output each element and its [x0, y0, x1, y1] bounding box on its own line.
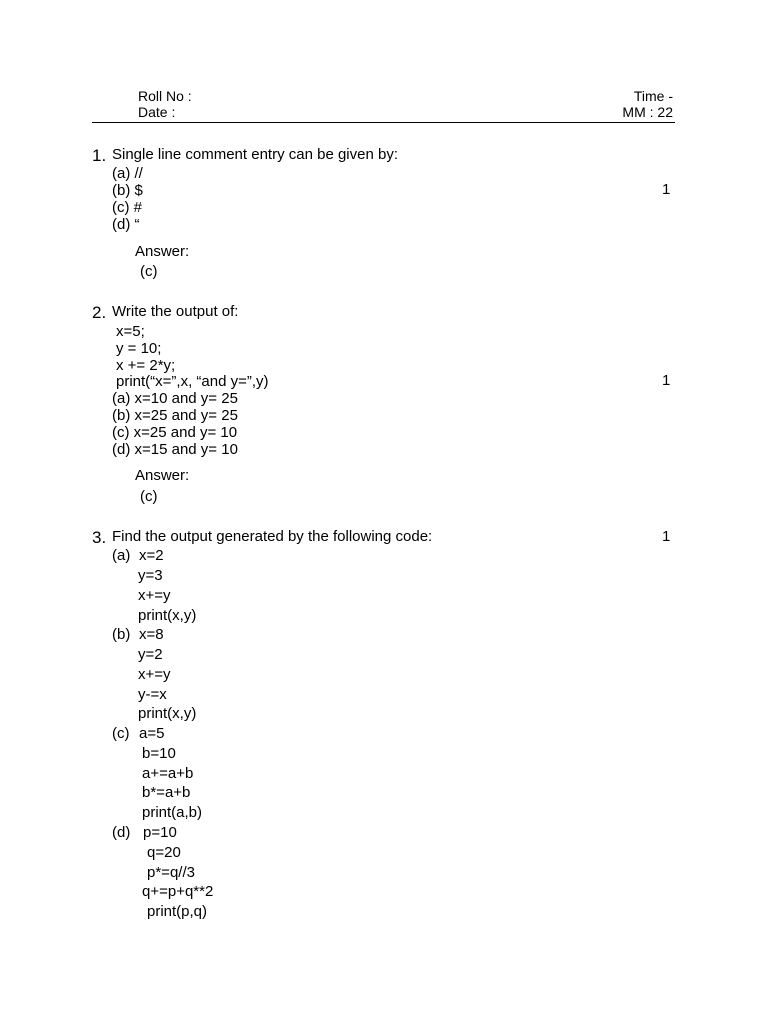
- option: (c) #: [112, 199, 142, 216]
- code-line: y-=x: [138, 686, 167, 703]
- code-line: q+=p+q**2: [142, 883, 214, 900]
- code-line: print(“x=”,x, “and y=”,y): [116, 373, 269, 390]
- option: (c) x=25 and y= 10: [112, 424, 238, 441]
- code-line: print(a,b): [142, 804, 203, 821]
- header-divider: [92, 122, 675, 123]
- code-line: a=5: [139, 725, 165, 742]
- time-label: Time -: [633, 88, 673, 104]
- max-marks-label: MM : 22: [622, 104, 673, 120]
- code-line: x+=y: [138, 666, 171, 683]
- option: (d) x=15 and y= 10: [112, 441, 238, 458]
- code-line: x=2: [139, 547, 164, 564]
- code-line: q=20: [147, 844, 181, 861]
- answer-value: (c): [140, 488, 158, 505]
- code-line: y=3: [138, 567, 163, 584]
- date-label: Date :: [138, 104, 176, 120]
- code-line: b=10: [142, 745, 176, 762]
- marks: 1: [662, 181, 671, 198]
- part-label: (b): [112, 626, 131, 643]
- option: (d) “: [112, 216, 140, 233]
- code-line: x=5;: [116, 323, 145, 340]
- question-number: 3.: [92, 528, 107, 547]
- question-text: Write the output of:: [112, 303, 239, 320]
- option: (a) //: [112, 165, 143, 182]
- roll-no-label: Roll No :: [138, 88, 192, 104]
- code-line: x+=y: [138, 587, 171, 604]
- option: (b) x=25 and y= 25: [112, 407, 238, 424]
- code-line: y = 10;: [116, 340, 162, 357]
- marks: 1: [662, 372, 671, 389]
- part-label: (d): [112, 824, 131, 841]
- question-text: Find the output generated by the following code:: [112, 528, 433, 545]
- marks: 1: [662, 528, 671, 545]
- code-line: p*=q//3: [147, 864, 195, 881]
- code-line: p=10: [143, 824, 177, 841]
- question-number: 1.: [92, 146, 107, 165]
- code-line: a+=a+b: [142, 765, 194, 782]
- answer-value: (c): [140, 263, 158, 280]
- code-line: print(x,y): [138, 705, 197, 722]
- code-line: x=8: [139, 626, 164, 643]
- part-label: (c): [112, 725, 130, 742]
- question-text: Single line comment entry can be given by:: [112, 146, 398, 163]
- code-line: y=2: [138, 646, 163, 663]
- answer-label: Answer:: [135, 467, 190, 484]
- part-label: (a): [112, 547, 131, 564]
- code-line: x += 2*y;: [116, 357, 176, 374]
- option: (a) x=10 and y= 25: [112, 390, 238, 407]
- code-line: print(p,q): [147, 903, 208, 920]
- question-number: 2.: [92, 303, 107, 322]
- answer-label: Answer:: [135, 243, 190, 260]
- code-line: b*=a+b: [142, 784, 191, 801]
- option: (b) $: [112, 182, 143, 199]
- code-line: print(x,y): [138, 607, 197, 624]
